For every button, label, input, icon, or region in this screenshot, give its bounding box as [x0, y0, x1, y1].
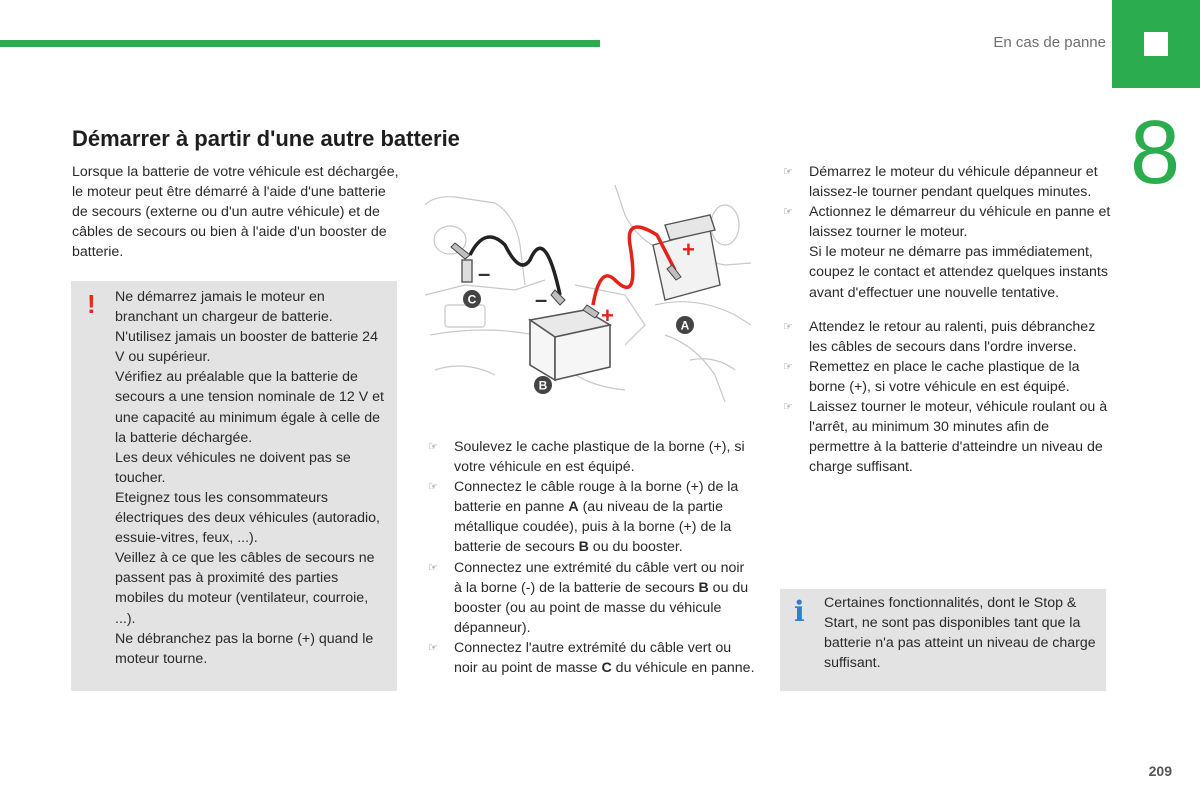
- step-item: [781, 202, 1111, 302]
- steps-middle: [426, 437, 756, 678]
- bullet-icon: ☞: [783, 401, 793, 414]
- bullet-icon: ☞: [783, 206, 793, 219]
- bullet-icon: ☞: [783, 320, 793, 333]
- step-text: Actionnez le démarreur du véhicule en panne et laissez tourner le moteur.: [809, 204, 1111, 241]
- plus-sign-a: +: [682, 237, 695, 262]
- plus-sign-b: +: [601, 303, 614, 328]
- step-ref: B: [698, 579, 709, 596]
- info-text: Certaines fonctionnalités, dont le Stop & Start, ne sont pas disponibles tant que la batterie n'a pas atteint un niveau de charge suffisant.: [824, 595, 1096, 672]
- bullet-icon: ☞: [428, 641, 438, 654]
- step-ref: B: [578, 539, 589, 556]
- chapter-number: 8: [1130, 103, 1181, 203]
- step-item: [426, 638, 756, 678]
- minus-sign-b: –: [535, 287, 548, 312]
- warning-icon: !: [87, 289, 96, 319]
- warning-paragraph: N'utilisez jamais un booster de batterie 24 V ou supérieur.: [115, 329, 378, 366]
- intro-paragraph: Lorsque la batterie de votre véhicule est déchargée, le moteur peut être démarré à l'aide d'une batterie de secours (externe ou d'un autre véhicule) et de câbles de secours ou bien à l'aide d'un booster de batterie.: [72, 164, 399, 261]
- step-item: [781, 162, 1111, 202]
- warning-paragraph: Vérifiez au préalable que la batterie de secours a une tension nominale de 12 V et une capacité au minimum égale à celle de la batterie déchargée.: [115, 369, 384, 446]
- step-text: Connectez l'autre extrémité du câble vert ou noir au point de masse: [454, 639, 732, 677]
- step-ref: A: [568, 499, 579, 516]
- step-text: Connectez une extrémité du câble vert ou noir à la borne (-) de la batterie de secours: [454, 559, 745, 596]
- chapter-tab: [1112, 0, 1200, 88]
- warning-paragraph: Ne débranchez pas la borne (+) quand le moteur tourne.: [115, 630, 374, 667]
- step-ref: C: [601, 660, 612, 677]
- step-text: Laissez tourner le moteur, véhicule roulant ou à l'arrêt, au minimum 30 minutes afin de permettre à la batterie d'atteindre un niveau de charge suffisant.: [809, 399, 1108, 476]
- page-number: 209: [1148, 763, 1172, 779]
- warning-paragraph: Eteignez tous les consommateurs électriques des deux véhicules (autoradio, essuie-vitres, feux, ...).: [115, 489, 380, 547]
- top-accent-bar: [0, 40, 600, 47]
- step-item: [781, 357, 1111, 397]
- step-text: Si le moteur ne démarre pas immédiatement, coupez le contact et attendez quelques instants avant d'effectuer une nouvelle tentative.: [809, 244, 1108, 301]
- warning-box: [71, 281, 397, 691]
- warning-paragraph: Ne démarrez jamais le moteur en branchant un chargeur de batterie.: [115, 289, 333, 326]
- step-text: ou du booster.: [588, 539, 683, 556]
- steps-right: [781, 162, 1111, 477]
- step-text: du véhicule en panne.: [611, 660, 755, 677]
- callout-a: [676, 316, 694, 334]
- step-text: (au niveau de la partie métallique coudée), puis à la borne (+) de la batterie de secours: [454, 499, 732, 556]
- step-text: Soulevez le cache plastique de la borne (+), si votre véhicule en est équipé.: [454, 439, 745, 476]
- bullet-icon: ☞: [428, 441, 438, 453]
- step-text: ou du booster (ou au point de masse du véhicule dépanneur).: [454, 579, 749, 636]
- battery-b: [530, 310, 610, 380]
- callout-b: [534, 376, 552, 394]
- step-text: Connectez le câble rouge à la borne (+) de la batterie en panne: [454, 479, 739, 516]
- step-item: [781, 397, 1111, 477]
- callout-c: [463, 290, 481, 308]
- info-icon: i: [794, 595, 805, 628]
- page-title: Démarrer à partir d'une autre batterie: [72, 126, 460, 151]
- callout-c-label: C: [467, 292, 477, 307]
- section-label: En cas de panne: [993, 34, 1106, 51]
- step-text: Remettez en place le cache plastique de la borne (+), si votre véhicule en est équipé.: [809, 358, 1080, 395]
- step-text: Démarrez le moteur du véhicule dépanneur et laissez-le tourner pendant quelques minutes.: [809, 164, 1098, 201]
- step-item: [781, 317, 1111, 357]
- step-text: Attendez le retour au ralenti, puis débranchez les câbles de secours dans l'ordre inverse.: [809, 318, 1096, 355]
- chapter-tab-square-icon: [1144, 32, 1168, 56]
- callout-a-label: A: [680, 318, 690, 333]
- step-item: [426, 558, 756, 638]
- bullet-icon: ☞: [428, 481, 438, 494]
- callout-b-label: B: [538, 378, 548, 393]
- step-item: [426, 477, 756, 557]
- warning-paragraph: Veillez à ce que les câbles de secours ne passent pas à proximité des parties mobiles du moteur (ventilateur, courroie, ...).: [115, 550, 375, 627]
- minus-sign-c: –: [478, 261, 491, 286]
- bullet-icon: ☞: [783, 360, 793, 373]
- warning-paragraph: Les deux véhicules ne doivent pas se toucher.: [115, 449, 351, 486]
- info-box: [780, 589, 1106, 691]
- jump-start-illustration: [425, 185, 751, 402]
- ground-point-c: [462, 260, 472, 282]
- bullet-icon: ☞: [428, 561, 438, 574]
- step-item: [426, 437, 756, 477]
- warning-text: [115, 287, 387, 669]
- bullet-icon: ☞: [783, 166, 793, 178]
